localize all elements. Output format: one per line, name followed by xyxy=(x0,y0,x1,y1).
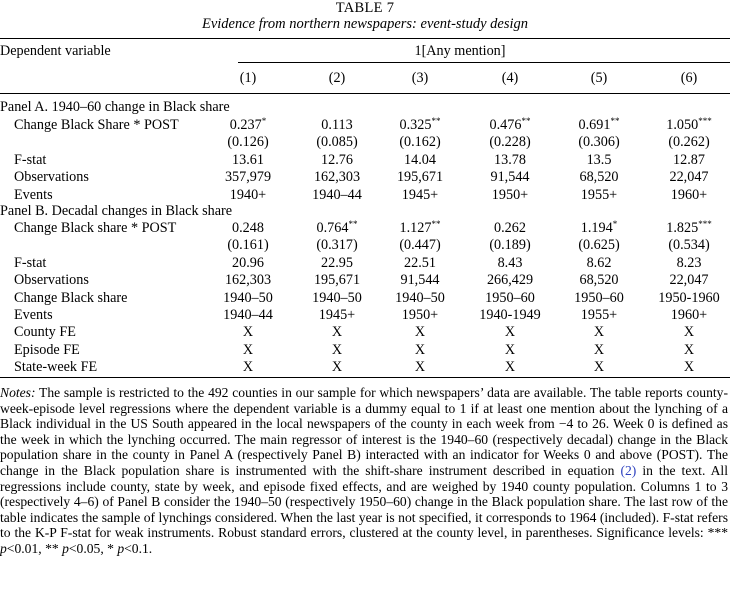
table-cell: 1940+ xyxy=(229,186,267,203)
table-cell: 1955+ xyxy=(580,307,618,323)
table-cell: X xyxy=(331,324,343,341)
table-title: TABLE 7 xyxy=(335,0,395,16)
column-header: (2) xyxy=(328,70,346,86)
table-cell: 22,047 xyxy=(669,169,709,186)
row-label: Change Black share * POST xyxy=(14,220,177,236)
table-row xyxy=(0,256,730,274)
table-cell: X xyxy=(593,324,605,341)
table-cell: 20.96 xyxy=(232,254,264,271)
table-cell: (0.625) xyxy=(578,237,620,254)
table-cell: 1960+ xyxy=(670,186,708,203)
table-cell: 1.050*** xyxy=(666,116,712,133)
table-row xyxy=(0,360,730,378)
table-cell: 0.325** xyxy=(399,116,441,133)
table-cell: 1.194* xyxy=(580,219,618,236)
table-cell: 1940–50 xyxy=(395,289,445,306)
row-label: Observations xyxy=(14,272,89,289)
table-cell: 266,429 xyxy=(486,272,534,289)
sig-rest-1: <0.01, xyxy=(6,540,46,556)
notes-text-2: in the text. All regressions include county, state by week, and episode fixed effects, and are weighed by 1940 county population. Columns 1 to 3 (respectively 4–6) of Panel B consider the 1940–50 (respectively 1950–60) change in the Black population share. The last row of the table indicates the sample of lynchings considered. When the last year is not specified, it corresponds to 1964 (included). F-stat refers to the K-P F-stat for weak instruments. Robust standard errors, clustered at the county level, in parentheses. Significance levels: xyxy=(0,462,728,541)
equation-link[interactable]: (2) xyxy=(620,462,637,478)
sig-p-3: p xyxy=(117,540,125,556)
row-label: Events xyxy=(14,307,53,323)
row-label: Change Black Share * POST xyxy=(14,117,179,133)
table-row xyxy=(0,308,730,326)
table-cell: 68,520 xyxy=(579,169,619,186)
table-cell: 1945+ xyxy=(401,186,439,203)
panel-a-title-text: Panel A. 1940–60 change in Black share xyxy=(0,99,230,115)
table-cell: 68,520 xyxy=(579,272,619,289)
row-label: County FE xyxy=(14,324,76,341)
table-cell: X xyxy=(242,359,254,376)
table-cell: 162,303 xyxy=(224,272,272,289)
table-row xyxy=(0,153,730,171)
table-cell: 162,303 xyxy=(313,169,361,186)
table-cell: 8.43 xyxy=(497,254,523,271)
table-cell: X xyxy=(504,359,516,376)
table-cell: (0.317) xyxy=(316,237,358,254)
column-header: (1) xyxy=(239,70,257,86)
column-header: (3) xyxy=(411,70,429,86)
table-subtitle: Evidence from northern newspapers: event-study design xyxy=(201,16,529,32)
table-cell: 8.23 xyxy=(676,254,702,271)
table-cell: 0.113 xyxy=(321,117,353,133)
table-row xyxy=(0,170,730,188)
row-label: State-week FE xyxy=(14,359,98,376)
table-cell: 13.78 xyxy=(494,151,526,168)
table-cell: X xyxy=(242,324,254,341)
table-cell: 1945+ xyxy=(318,307,356,323)
table-cell: 1.825*** xyxy=(666,219,712,236)
table-cell: X xyxy=(683,359,695,376)
notes-lead: Notes: xyxy=(0,385,36,400)
table-cell: X xyxy=(331,341,343,358)
table-cell: 0.476** xyxy=(489,116,531,133)
table-cell: 1950–60 xyxy=(574,289,624,306)
table-cell: (0.162) xyxy=(399,134,441,151)
table-row xyxy=(0,238,730,256)
table-cell: 1940–50 xyxy=(312,289,362,306)
table-row xyxy=(0,343,730,361)
table-cell: 1960+ xyxy=(670,307,708,323)
top-rule xyxy=(0,38,730,39)
table-cell: 22.51 xyxy=(404,254,436,271)
table-cell: X xyxy=(593,359,605,376)
sig-p-1: p xyxy=(0,540,7,556)
table-cell: 0.262 xyxy=(494,220,526,236)
table-cell: (0.085) xyxy=(316,134,358,151)
table-cell: 1950–60 xyxy=(485,289,535,306)
table-cell: X xyxy=(504,324,516,341)
table-cell: 195,671 xyxy=(313,272,361,289)
column-header: (5) xyxy=(590,70,608,86)
column-header: (4) xyxy=(501,70,519,86)
table-cell: 1940–44 xyxy=(223,307,273,323)
table-row xyxy=(0,291,730,309)
table-cell: (0.447) xyxy=(399,237,441,254)
table-row xyxy=(0,221,730,239)
table-cell: 0.237* xyxy=(229,116,267,133)
table-row xyxy=(0,325,730,343)
table-cell: 91,544 xyxy=(400,272,440,289)
row-label: Episode FE xyxy=(14,341,80,358)
notes-text-1: The sample is restricted to the 492 counties in our sample for which newspapers’ data are available. The table reports county-week-episode level regressions where the dependent variable is a dummy equal to 1 if at least one mention about the lynching of a Black individual in the US South appeared in the local newspapers of the county in each week from −4 to 26. Week 0 is defined as the week in which the lynching occurred. The main regressor of interest is the 1940–60 (respectively decadal) change in the Black population share in the county in Panel A (respectively Panel B) interacted with an indicator for Weeks 0 and above (POST). The change in the Black population share is instrumented with the shift-share instrument described in equation xyxy=(0,385,728,478)
table-cell: 0.764** xyxy=(316,219,358,236)
table-cell: 91,544 xyxy=(490,169,530,186)
table-cell: (0.534) xyxy=(668,237,710,254)
table-cell: 8.62 xyxy=(586,254,612,271)
table-cell: 1950-1960 xyxy=(658,289,720,306)
sig-stars-1: *** xyxy=(707,525,728,541)
table-cell: 1940–44 xyxy=(312,186,362,203)
table-cell: X xyxy=(242,341,254,358)
table-cell: (0.262) xyxy=(668,134,710,151)
table-cell: X xyxy=(593,341,605,358)
table-cell: X xyxy=(414,359,426,376)
table-notes xyxy=(0,385,728,557)
table-cell: (0.228) xyxy=(489,134,531,151)
row-label: Change Black share xyxy=(14,289,128,306)
sig-p-2: p xyxy=(62,540,69,556)
table-row xyxy=(0,118,730,136)
table-cell: (0.306) xyxy=(578,134,620,151)
sig-stars-2: ** xyxy=(45,540,59,556)
table-cell: 1.127** xyxy=(399,219,441,236)
table-cell: 22.95 xyxy=(321,254,353,271)
bottom-rule xyxy=(0,377,730,378)
row-label: Events xyxy=(14,186,53,203)
table-cell: 13.5 xyxy=(586,151,612,168)
table-cell: X xyxy=(414,324,426,341)
sig-stars-3: * xyxy=(107,540,114,556)
table-cell: 1940–50 xyxy=(223,289,273,306)
table-cell: 13.61 xyxy=(232,151,264,168)
table-cell: 12.87 xyxy=(673,151,705,168)
table-cell: (0.161) xyxy=(227,237,269,254)
table-cell: 357,979 xyxy=(224,169,272,186)
row-label: F-stat xyxy=(14,254,47,271)
table-cell: 12.76 xyxy=(321,151,353,168)
table-cell: 195,671 xyxy=(396,169,444,186)
table-cell: 0.248 xyxy=(232,220,264,236)
table-cell: X xyxy=(414,341,426,358)
table-cell: 1955+ xyxy=(580,186,618,203)
row-label: Observations xyxy=(14,169,89,186)
dep-var-label: Dependent variable xyxy=(0,43,111,59)
table-cell: X xyxy=(331,359,343,376)
spanner-rule xyxy=(238,62,730,63)
table-row xyxy=(0,273,730,291)
table-cell: X xyxy=(504,341,516,358)
table-cell: 0.691** xyxy=(578,116,620,133)
sig-rest-2: <0.05, xyxy=(68,540,108,556)
table-cell: 1950+ xyxy=(401,307,439,323)
header-bottom-rule xyxy=(0,93,730,94)
table-cell: 1950+ xyxy=(491,186,529,203)
row-label: F-stat xyxy=(14,151,47,168)
table-cell: 1940-1949 xyxy=(479,307,541,323)
column-header: (6) xyxy=(680,70,698,86)
table-cell: 14.04 xyxy=(404,151,436,168)
table-cell: (0.189) xyxy=(489,237,531,254)
panel-b-title-text: Panel B. Decadal changes in Black share xyxy=(0,203,233,219)
dep-var-value: 1[Any mention] xyxy=(414,43,506,59)
sig-rest-3: <0.1. xyxy=(124,540,153,556)
table-cell: X xyxy=(683,341,695,358)
table-cell: X xyxy=(683,324,695,341)
table-cell: 22,047 xyxy=(669,272,709,289)
table-cell: (0.126) xyxy=(227,134,269,151)
table-row xyxy=(0,135,730,153)
